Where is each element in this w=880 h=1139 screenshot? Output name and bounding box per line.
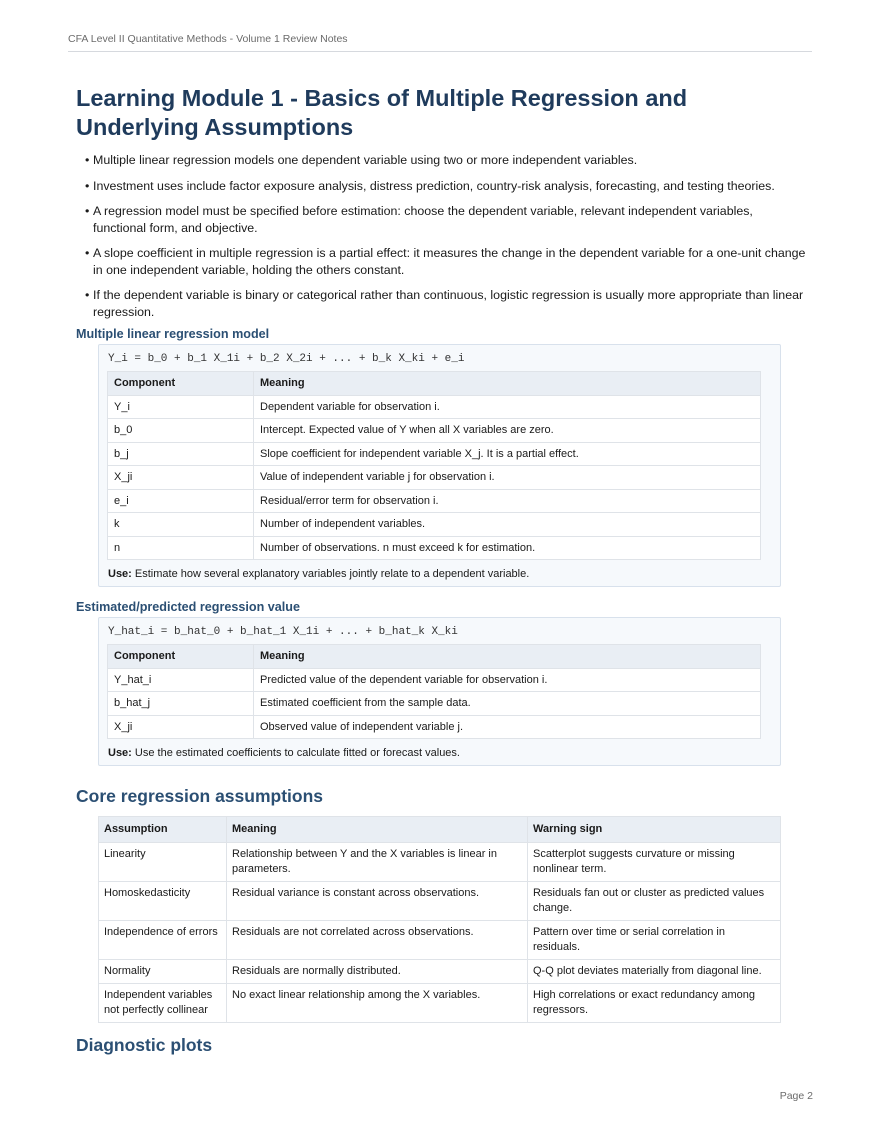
table-row: Normality Residuals are normally distributed. Q-Q plot deviates materially from diagonal line. bbox=[99, 960, 781, 984]
running-header: CFA Level II Quantitative Methods - Volume 1 Review Notes bbox=[68, 33, 812, 52]
mlr-heading: Multiple linear regression model bbox=[76, 327, 270, 341]
table-row: X_ji Observed value of independent variable j. bbox=[108, 715, 761, 739]
column-header-meaning: Meaning bbox=[227, 817, 528, 843]
list-item: • Investment uses include factor exposure analysis, distress prediction, country-risk analysis, forecasting, and testing theories. bbox=[85, 178, 775, 193]
mlr-formula-box bbox=[98, 344, 781, 587]
table-row: b_hat_j Estimated coefficient from the sample data. bbox=[108, 692, 761, 716]
est-formula-box bbox=[98, 617, 781, 766]
table-row: Independent variables not perfectly collinear No exact linear relationship among the X variables. High correlations or exact redundancy among regressors. bbox=[99, 984, 781, 1023]
list-item: • A slope coefficient in multiple regression is a partial effect: it measures the change in the dependent variable for a one-unit change in one independent variable, holding the others constant. bbox=[85, 246, 806, 277]
assumptions-heading: Core regression assumptions bbox=[76, 786, 324, 806]
page-number: Page 2 bbox=[779, 1090, 813, 1102]
column-header-assumption: Assumption bbox=[99, 817, 227, 843]
table-row: X_ji Value of independent variable j for observation i. bbox=[108, 466, 761, 490]
bullet-icon: • bbox=[85, 204, 90, 218]
table-row: e_i Residual/error term for observation i. bbox=[108, 489, 761, 513]
table-row: Y_hat_i Predicted value of the dependent variable for observation i. bbox=[108, 668, 761, 692]
column-header-warning-sign: Warning sign bbox=[528, 817, 781, 843]
mlr-component-table bbox=[107, 371, 761, 560]
table-row: Independence of errors Residuals are not correlated across observations. Pattern over time or serial correlation in residuals. bbox=[99, 921, 781, 960]
table-row: Y_i Dependent variable for observation i. bbox=[108, 395, 761, 419]
column-header-component: Component bbox=[108, 645, 254, 669]
table-row: n Number of observations. n must exceed k for estimation. bbox=[108, 536, 761, 560]
bullet-icon: • bbox=[85, 178, 90, 193]
module-title: Learning Module 1 - Basics of Multiple Regression and Underlying Assumptions bbox=[76, 85, 688, 140]
table-header-row bbox=[108, 645, 761, 669]
summary-bullets bbox=[76, 152, 806, 320]
list-item: • If the dependent variable is binary or categorical rather than continuous, logistic regression is usually more appropriate than linear regression. bbox=[85, 288, 804, 319]
diagnostics-heading: Diagnostic plots bbox=[76, 1035, 213, 1055]
list-item: • Multiple linear regression models one dependent variable using two or more independent variables. bbox=[85, 153, 638, 167]
column-header-meaning: Meaning bbox=[254, 645, 761, 669]
est-heading: Estimated/predicted regression value bbox=[76, 600, 300, 614]
bullet-icon: • bbox=[85, 153, 90, 167]
table-row: b_j Slope coefficient for independent variable X_j. It is a partial effect. bbox=[108, 442, 761, 466]
column-header-component: Component bbox=[108, 372, 254, 396]
est-component-table bbox=[107, 644, 761, 739]
table-row: Homoskedasticity Residual variance is constant across observations. Residuals fan out or cluster as predicted values change. bbox=[99, 882, 781, 921]
page-content bbox=[76, 84, 806, 1056]
list-item: • A regression model must be specified before estimation: choose the dependent variable, relevant independent variables, functional form, and objective. bbox=[85, 204, 753, 235]
est-use-note: Use: Use the estimated coefficients to calculate fitted or forecast values. bbox=[108, 747, 460, 759]
mlr-use-note: Use: Estimate how several explanatory variables jointly relate to a dependent variable. bbox=[108, 568, 530, 580]
bullet-icon: • bbox=[85, 288, 90, 302]
column-header-meaning: Meaning bbox=[254, 372, 761, 396]
est-formula: Y_hat_i = b_hat_0 + b_hat_1 X_1i + ... + b_hat_k X_ki bbox=[108, 626, 458, 638]
table-row: Linearity Relationship between Y and the X variables is linear in parameters. Scatterplot suggests curvature or missing nonlinear term. bbox=[99, 843, 781, 882]
bullet-icon: • bbox=[85, 246, 90, 260]
table-header-row bbox=[99, 817, 781, 843]
assumptions-table bbox=[98, 816, 781, 1023]
table-row: k Number of independent variables. bbox=[108, 513, 761, 537]
mlr-formula: Y_i = b_0 + b_1 X_1i + b_2 X_2i + ... + b_k X_ki + e_i bbox=[108, 353, 465, 365]
table-header-row bbox=[108, 372, 761, 396]
table-row: b_0 Intercept. Expected value of Y when all X variables are zero. bbox=[108, 419, 761, 443]
